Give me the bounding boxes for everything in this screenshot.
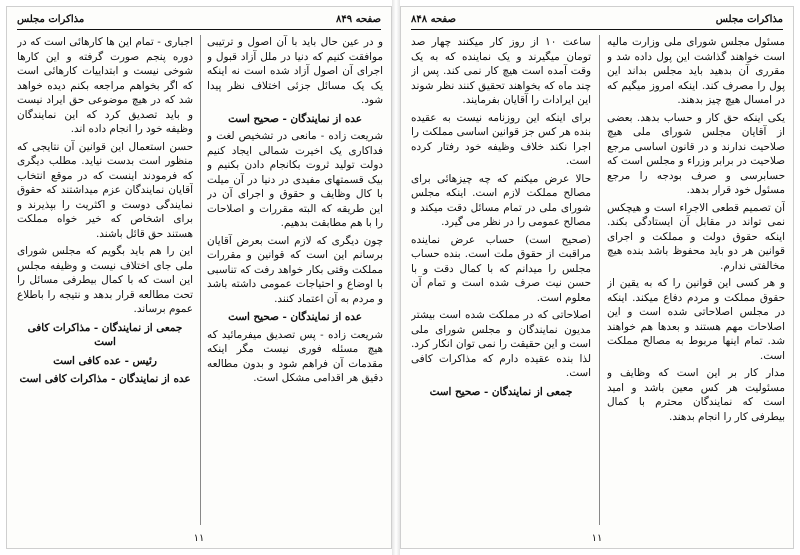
paragraph: شریعت زاده - پس تصدیق میفرمائید که هیچ مسئله فوری نیست مگر اینکه مقدمات آن فراهم شود و بدون مطالعه دقیق هر اقدامی مشکل است. — [207, 328, 383, 384]
left-page-title: مذاکرات مجلس — [17, 13, 85, 25]
right-page-column-right — [607, 35, 785, 531]
paragraph: و هر کسی این قوانین را که به یقین از حقوق مملکت و مردم دفاع میکند. اینکه در مجلس اصلاحاتی شده است و این اصلاحات مهم هستند و بعدها هم خواهند شد. تمام اینها مربوط به مصالح مملکت است. — [607, 277, 785, 362]
right-page-number: صفحه ۸۴۸ — [411, 13, 456, 25]
speaker-remark: عده از نمایندگان - مذاکرات کافی است — [19, 373, 191, 385]
paragraph: ساعت ۱۰ از روز کار میکنند چهار صد تومان میگیرند و یک نماینده که به یک وقت آمده است هیچ کار نمی کند. پس از چند ماه که بخواهند تحقیق کنند نظر شوند این ایرادات را آقایان بفرمایند. — [411, 36, 591, 106]
paragraph: آن تصمیم قطعی الاجراء است و هیچکس نمی تواند در مقابل آن ایستادگی بکند. اینکه حقوق دولت و مملکت و اجرای قوانین هر دو باید محفوظ باشد بنده هیچ مخالفتی ندارم. — [607, 201, 785, 272]
speaker-remark: عده از نمایندگان - صحیح است — [228, 311, 362, 323]
right-column-divider — [599, 35, 600, 525]
paragraph: مدار کار بر این است که وظایف و مسئولیت هر کس معین باشد و امید است که نمایندگان محترم با کمال بیطرفی کار را انجام بدهند. — [607, 367, 785, 423]
paragraph: چون دیگری که لازم است بعرض آقایان برسانم این است که قوانین و مقررات مملکت وقتی بکار خواهد رفت که تناسبی با اوضاع و احتیاجات عمومی داشته باشد و مردم به آن اعتماد کنند. — [207, 234, 383, 305]
left-page-column-right — [207, 35, 383, 531]
speaker-remark: جمعی از نمایندگان - صحیح است — [429, 385, 573, 398]
left-page — [6, 6, 392, 549]
paragraph: و در عین حال باید با آن اصول و ترتیبی موافقت کنیم که دنیا در ملل آزاد قبول و اجرای آن اصول آزاد شده است نه اینکه یک یک مسائل جزئی اختلاف نظر پیدا شود. — [207, 36, 383, 106]
paragraph: یکی اینکه حق کار و حساب بدهد. بعضی از آقایان مجلس شورای ملی هیچ صلاحیت ندارند و در قانون اساسی مرجع صلاحیت در برابر وزراء و مجلس است که حسابرسی و صرف بودجه را مرجع مسئول خود قرار بدهد. — [607, 111, 785, 196]
left-page-footer: ۱۱ — [193, 533, 205, 544]
paragraph: (صحیح است) حساب عرض نماینده مراقبت از حقوق ملت است. بنده حساب مجلس را میدانم که با کمال دقت و با حسن نیت صرف شده است و تمام آن معلوم است. — [411, 233, 591, 304]
paragraph: شریعت زاده - مانعی در تشخیص لغت و فداکاری یک اخیرت شمالی ایجاد کنیم دولت تولید ثروت بکانجام دادن بکنیم و بیک قسمتهای مفیدی در دنیا در آن میلت با کال وظایف و حقوق و اجرای آن در این طریقه که البته مقررات و اصلاحات را با هم مطابقت بدهیم. — [207, 130, 383, 229]
paragraph: حالا عرض میکنم که چه چیزهائی برای مصالح مملکت لازم است. اینکه مجلس شورای ملی در تمام مسائل دقت میکند و مصالح عمومی را در نظر می گیرد. — [411, 172, 591, 228]
paragraph: اصلاحاتی که در مملکت شده است بیشتر مدیون نمایندگان و مجلس شورای ملی است و این حقیقت را نمی توان انکار کرد. لذا بنده عقیده دارم که مذاکرات کافی است. — [411, 309, 591, 379]
left-column-divider — [200, 35, 201, 525]
right-header-rule — [411, 29, 783, 30]
speaker-remark: جمعی از نمایندگان - مذاکرات کافی است — [27, 321, 183, 348]
right-page — [400, 6, 794, 549]
left-header-rule — [17, 29, 381, 30]
right-page-header — [411, 11, 783, 27]
left-page-number: صفحه ۸۴۹ — [336, 13, 381, 25]
speaker-remark: رئیس - عده کافی است — [53, 354, 157, 367]
right-page-column-left — [411, 35, 591, 531]
paragraph: اجباری - تمام این ها کارهائی است که در دوره پنجم صورت گرفته و این کارها شوخی نیست و ابتداییات کارهائی است که اگر بخواهم مراجعه بکنم دیده خواهد شد که در هیچ موضوعی حق ایراد نیست و باید تصدیق کرد که این نمایندگان وظیفه خود را انجام داده اند. — [17, 36, 193, 135]
right-page-title: مذاکرات مجلس — [715, 13, 783, 25]
paragraph: حسن استعمال این قوانین آن نتایجی که منظور است بدست نیاید. مطلب دیگری که فرمودند اینست که در موقع انتخاب آقایان نمایندگان عزم میداشتند که حقوق نمایندگی دوست و اکثریت را بپذیرند و برای اشخاص که خیر خواه مملکت هستند حق قائل باشند. — [17, 140, 193, 240]
left-page-column-left — [17, 35, 193, 531]
book-gutter — [392, 0, 400, 555]
paragraph: برای اینکه این روزنامه نیست به عقیده بنده هر کس جز قوانین اساسی مملکت را اجرا نکند خلاف وظیفه خود رفتار کرده است. — [411, 111, 591, 167]
paragraph: مسئول مجلس شورای ملی وزارت مالیه است خواهند گذاشت این پول داده شد و مقرری آن بدهید باید مجلس بداند این پول را مصرف کند. اینکه امروز میگیم که در امسال هیچ چیز بدهند. — [607, 36, 785, 106]
left-page-header — [17, 11, 381, 27]
paragraph: این را هم باید بگویم که مجلس شورای ملی جای اختلاف نیست و وظیفه مجلس این است که با کمال بیطرفی مسائل را تحت مطالعه قرار بدهد و نتیجه را باطلاع عموم برساند. — [17, 245, 193, 315]
right-page-footer: ۱۱ — [591, 533, 603, 544]
speaker-remark: عده از نمایندگان - صحیح است — [228, 112, 362, 125]
